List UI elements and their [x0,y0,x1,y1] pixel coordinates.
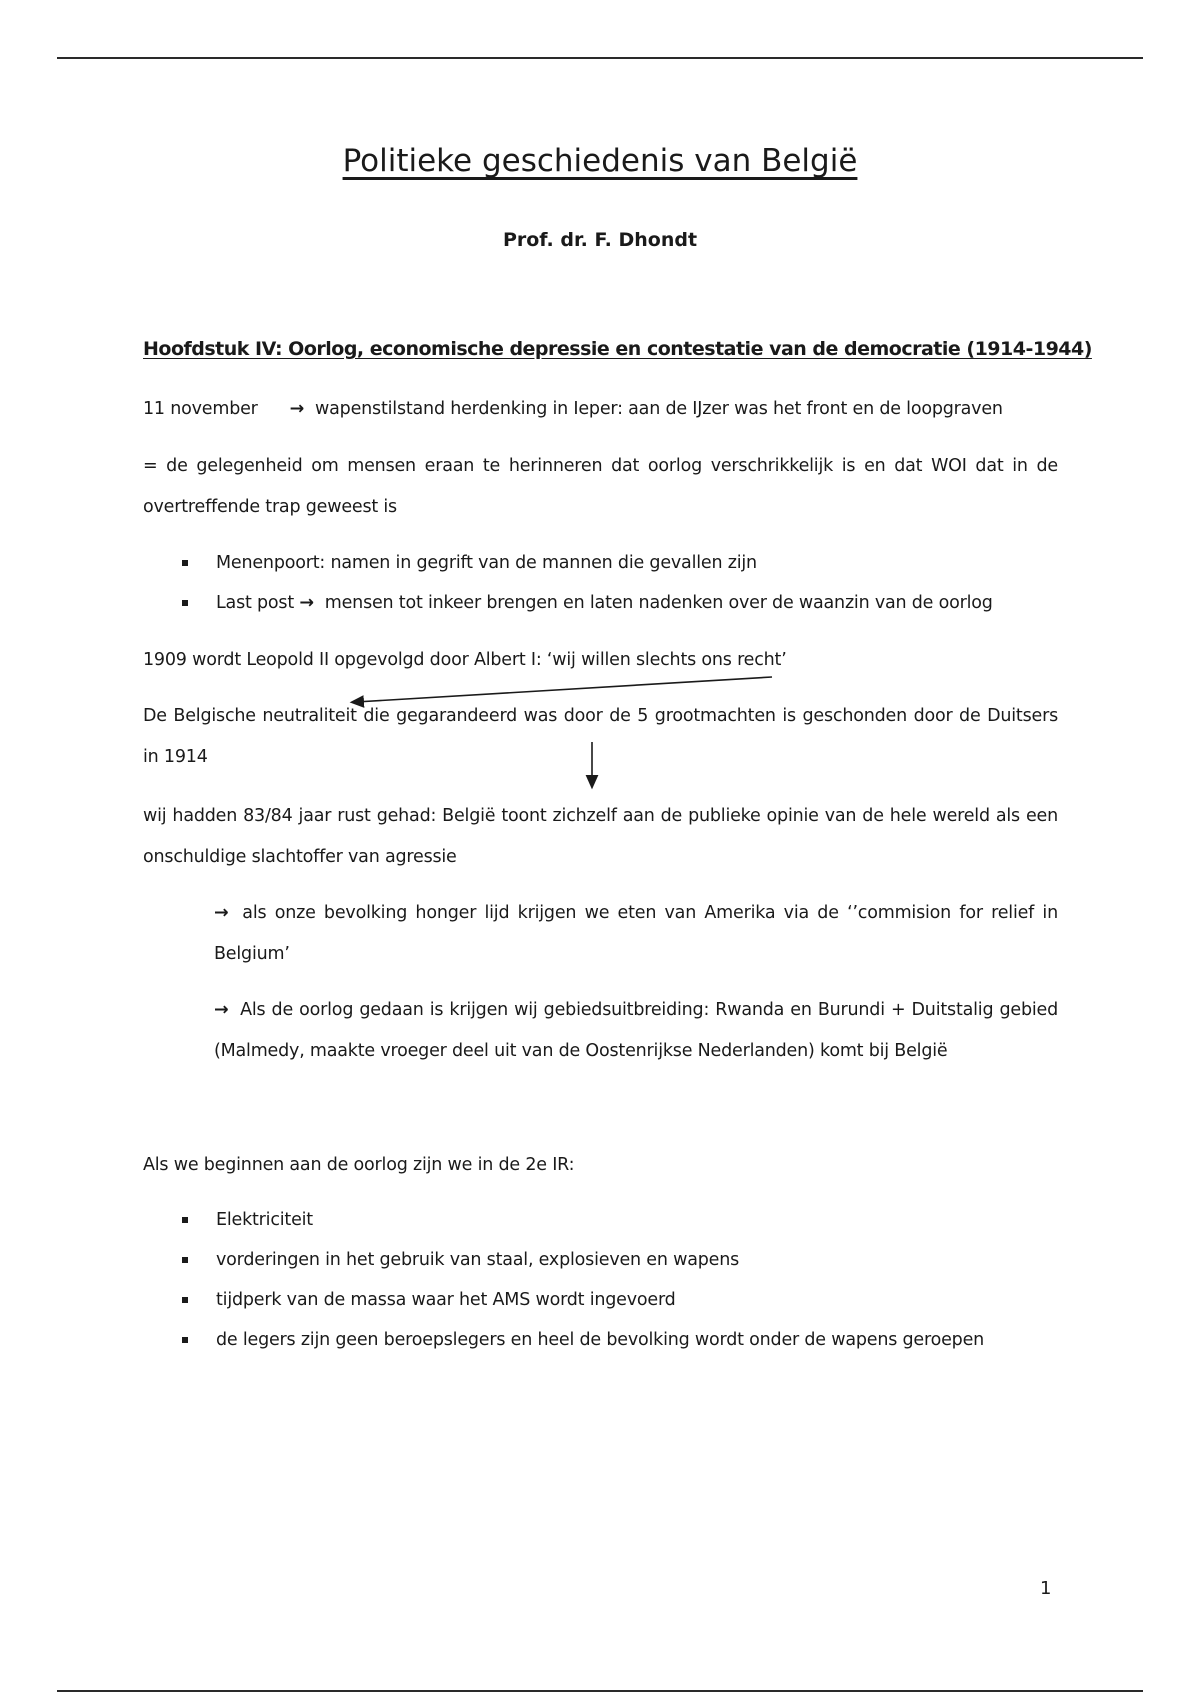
list-item: tijdperk van de massa waar het AMS wordt ingevoerd [180,1280,984,1320]
author-line: Prof. dr. F. Dhondt [502,229,698,251]
armistice-line [143,399,1003,419]
arrow-right-icon: → [299,593,314,613]
list-item: Last post → mensen tot inkeer brengen en laten nadenken over de waanzin van de oorlog [180,583,993,623]
arrow-right-icon: → [214,903,229,923]
ir-intro: Als we beginnen aan de oorlog zijn we in de 2e IR: [143,1155,575,1175]
armistice-text: wapenstilstand herdenking in Ieper: aan de IJzer was het front en de loopgraven [315,399,1003,419]
neutrality-paragraph: De Belgische neutraliteit die gegarandeerd was door de 5 grootmachten is geschonden door de Duitsers in 1914 [143,706,1058,767]
document-title: Politieke geschiedenis van België [342,143,858,179]
bottom-rule [57,1690,1143,1692]
top-rule [57,57,1143,59]
bullet-icon [182,1337,188,1343]
page-number: 1 [1040,1578,1052,1599]
chapter-heading: Hoofdstuk IV: Oorlog, economische depressie en contestatie van de democratie (1914-1944) [143,338,1092,360]
list-item: vorderingen in het gebruik van staal, explosieven en wapens [180,1240,984,1280]
consequence-paragraph: → als onze bevolking honger lijd krijgen we eten van Amerika via de ‘’commision for relief in Belgium’ [214,893,1058,975]
albert-line: 1909 wordt Leopold II opgevolgd door Albert I: ‘wij willen slechts ons recht’ [143,650,787,670]
list-item: Menenpoort: namen in gegrift van de mannen die gevallen zijn [180,543,993,583]
bullet-icon [182,560,188,566]
rest-paragraph: wij hadden 83/84 jaar rust gehad: België toont zichzelf aan de publieke opinie van de hele wereld als een onschuldige slachtoffer van agressie [143,806,1058,867]
bullet-icon [182,600,188,606]
ir-list [180,1200,984,1360]
list-item: Elektriciteit [180,1200,984,1240]
bullet-icon [182,1257,188,1263]
bullet-icon [182,1217,188,1223]
arrow-right-icon: → [289,399,305,419]
list-item: de legers zijn geen beroepslegers en heel de bevolking wordt onder de wapens geroepen [180,1320,984,1360]
bullet-icon [182,1297,188,1303]
memorial-list [180,543,993,623]
armistice-date: 11 november [143,399,258,419]
arrow-right-icon: → [214,1000,229,1020]
consequence-paragraph: → Als de oorlog gedaan is krijgen wij gebiedsuitbreiding: Rwanda en Burundi + Duitstalig gebied (Malmedy, maakte vroeger deel uit van de Oostenrijkse Nederlanden) komt bij België [214,990,1058,1072]
occasion-paragraph: = de gelegenheid om mensen eraan te herinneren dat oorlog verschrikkelijk is en dat WOI dat in de overtreffende trap geweest is [143,456,1058,517]
